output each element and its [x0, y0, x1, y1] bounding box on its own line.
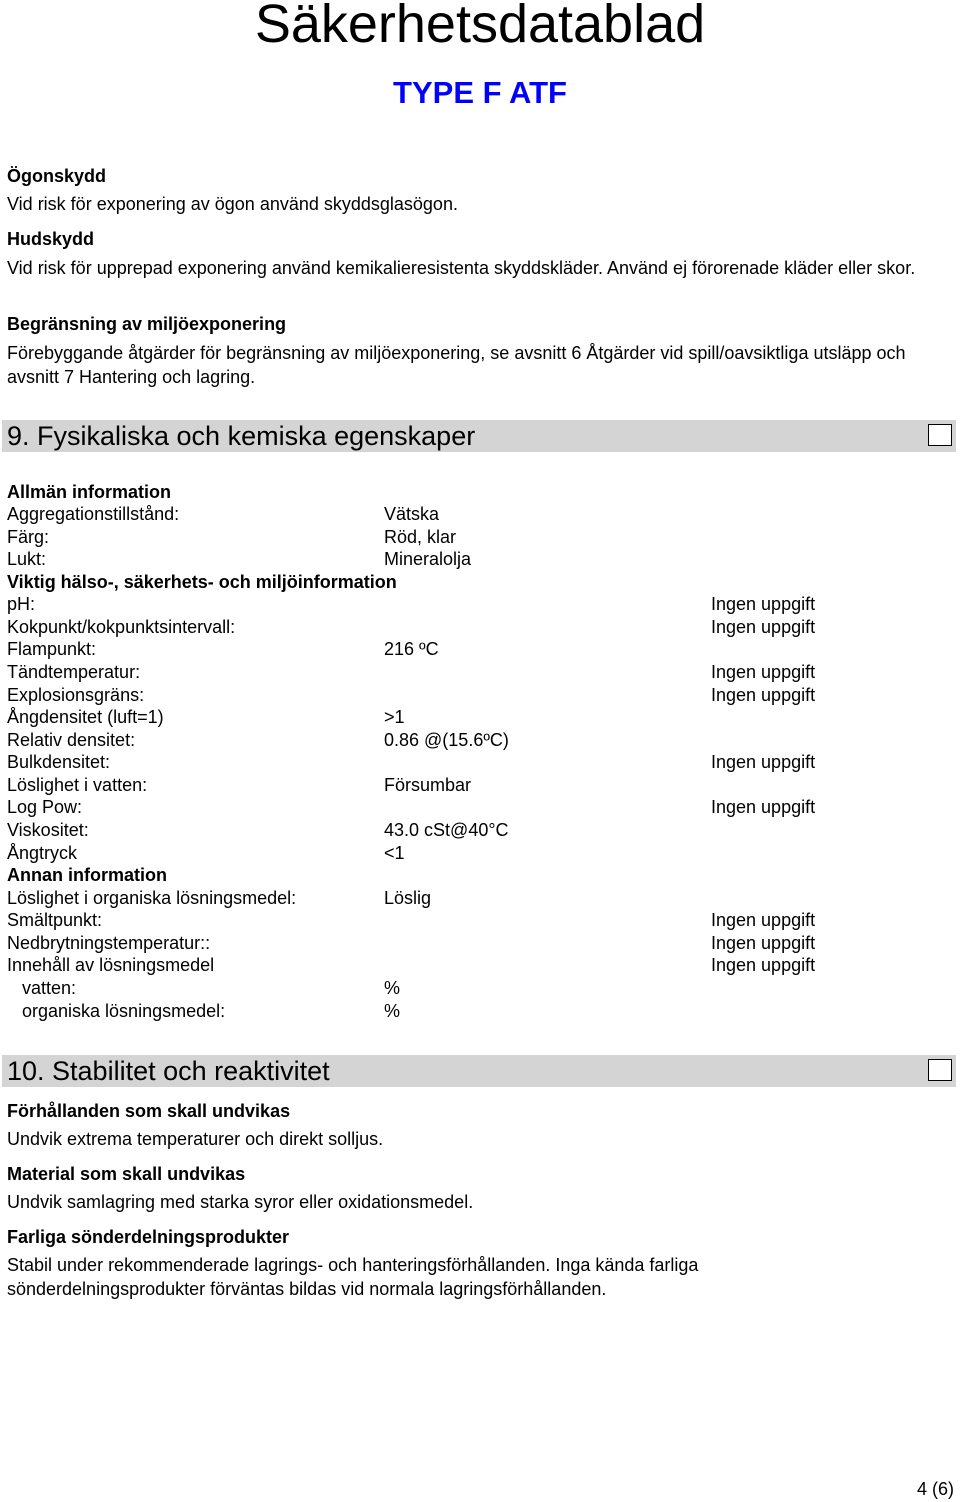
environment-heading: Begränsning av miljöexponering — [7, 314, 287, 334]
property-label: Ångtryck — [7, 843, 78, 863]
section-9-title: 9. Fysikaliska och kemiska egenskaper — [7, 421, 476, 451]
property-label: organiska lösningsmedel: — [22, 1001, 226, 1021]
no-data-value: Ingen uppgift — [711, 933, 816, 953]
materials-heading: Material som skall undvikas — [7, 1164, 246, 1184]
property-row — [7, 593, 954, 615]
general-info-heading: Allmän information — [7, 482, 172, 502]
product-name: TYPE F ATF — [393, 75, 567, 110]
section-checkbox — [928, 1059, 952, 1081]
property-value: >1 — [384, 707, 405, 727]
property-row — [7, 842, 954, 864]
property-value: Mineralolja — [384, 549, 472, 569]
section-checkbox — [928, 424, 952, 446]
materials-text: Undvik samlagring med starka syror eller oxidationsmedel. — [7, 1192, 474, 1212]
property-row — [7, 729, 954, 751]
property-row — [7, 526, 954, 548]
no-data-value: Ingen uppgift — [711, 617, 816, 637]
property-value: 0.86 @(15.6ºC) — [384, 730, 509, 750]
property-value: % — [384, 1001, 401, 1021]
property-label: Relativ densitet: — [7, 730, 136, 750]
property-row — [7, 909, 954, 931]
property-row — [7, 796, 954, 818]
property-value: 43.0 cSt@40°C — [384, 820, 509, 840]
property-row — [7, 684, 954, 706]
property-row — [7, 503, 954, 525]
no-data-value: Ingen uppgift — [711, 662, 816, 682]
property-label: Explosionsgräns: — [7, 685, 145, 705]
property-row — [7, 887, 954, 909]
decomposition-heading: Farliga sönderdelningsprodukter — [7, 1227, 290, 1247]
property-label: Ångdensitet (luft=1) — [7, 707, 164, 727]
document-title: Säkerhetsdatablad — [254, 0, 706, 54]
decomposition-text: Stabil under rekommenderade lagrings- och hanteringsförhållanden. Inga kända farliga sönderdelningsprodukter förväntas bildas vid normala lagringsförhållanden. — [7, 1255, 699, 1299]
property-row — [7, 706, 954, 728]
property-label: Färg: — [7, 527, 50, 547]
property-row — [7, 1000, 954, 1022]
property-row — [7, 954, 954, 976]
property-row — [7, 616, 954, 638]
property-label: Kokpunkt/kokpunktsintervall: — [7, 617, 236, 637]
property-value: Röd, klar — [384, 527, 457, 547]
property-value: Löslig — [384, 888, 432, 908]
property-row — [7, 977, 954, 999]
section-10-header — [2, 1055, 956, 1087]
property-value: <1 — [384, 843, 405, 863]
conditions-text: Undvik extrema temperaturer och direkt solljus. — [7, 1129, 384, 1149]
page-number: 4 (6) — [916, 1479, 954, 1499]
property-row — [7, 638, 954, 660]
property-label: Smältpunkt: — [7, 910, 103, 930]
no-data-value: Ingen uppgift — [711, 910, 816, 930]
property-label: Innehåll av lösningsmedel — [7, 955, 215, 975]
eye-protection-text: Vid risk för exponering av ögon använd skyddsglasögon. — [7, 194, 458, 214]
property-label: Lukt: — [7, 549, 47, 569]
no-data-value: Ingen uppgift — [711, 594, 816, 614]
property-label: Flampunkt: — [7, 639, 97, 659]
no-data-value: Ingen uppgift — [711, 685, 816, 705]
property-label: Aggregationstillstånd: — [7, 504, 180, 524]
property-label: Nedbrytningstemperatur:: — [7, 933, 211, 953]
property-label: Tändtemperatur: — [7, 662, 141, 682]
property-row — [7, 548, 954, 570]
conditions-heading: Förhållanden som skall undvikas — [7, 1101, 291, 1121]
property-label: Bulkdensitet: — [7, 752, 111, 772]
property-label: vatten: — [22, 978, 77, 998]
section-9-header — [2, 420, 956, 452]
property-row — [7, 774, 954, 796]
section-10-title: 10. Stabilitet och reaktivitet — [7, 1056, 330, 1086]
property-row — [7, 661, 954, 683]
skin-protection-heading: Hudskydd — [7, 229, 95, 249]
property-row — [7, 819, 954, 841]
other-info-heading: Annan information — [7, 865, 167, 885]
property-value: Vätska — [384, 504, 440, 524]
property-label: Löslighet i vatten: — [7, 775, 148, 795]
property-row — [7, 932, 954, 954]
eye-protection-heading: Ögonskydd — [7, 166, 107, 186]
property-label: Viskositet: — [7, 820, 89, 840]
property-value: Försumbar — [384, 775, 472, 795]
skin-protection-text: Vid risk för upprepad exponering använd kemikalieresistenta skyddskläder. Använd ej förorenade kläder eller skor. — [7, 258, 916, 278]
property-label: Log Pow: — [7, 797, 83, 817]
property-label: Löslighet i organiska lösningsmedel: — [7, 888, 297, 908]
no-data-value: Ingen uppgift — [711, 955, 816, 975]
health-info-heading: Viktig hälso-, säkerhets- och miljöinformation — [7, 572, 397, 592]
property-value: 216 ºC — [384, 639, 439, 659]
no-data-value: Ingen uppgift — [711, 752, 816, 772]
no-data-value: Ingen uppgift — [711, 797, 816, 817]
property-value: % — [384, 978, 401, 998]
property-label: pH: — [7, 594, 36, 614]
environment-text: Förebyggande åtgärder för begränsning av miljöexponering, se avsnitt 6 Åtgärder vid spill/oavsiktliga utsläpp och avsnitt 7 Hantering och lagring. — [7, 343, 906, 387]
property-row — [7, 751, 954, 773]
